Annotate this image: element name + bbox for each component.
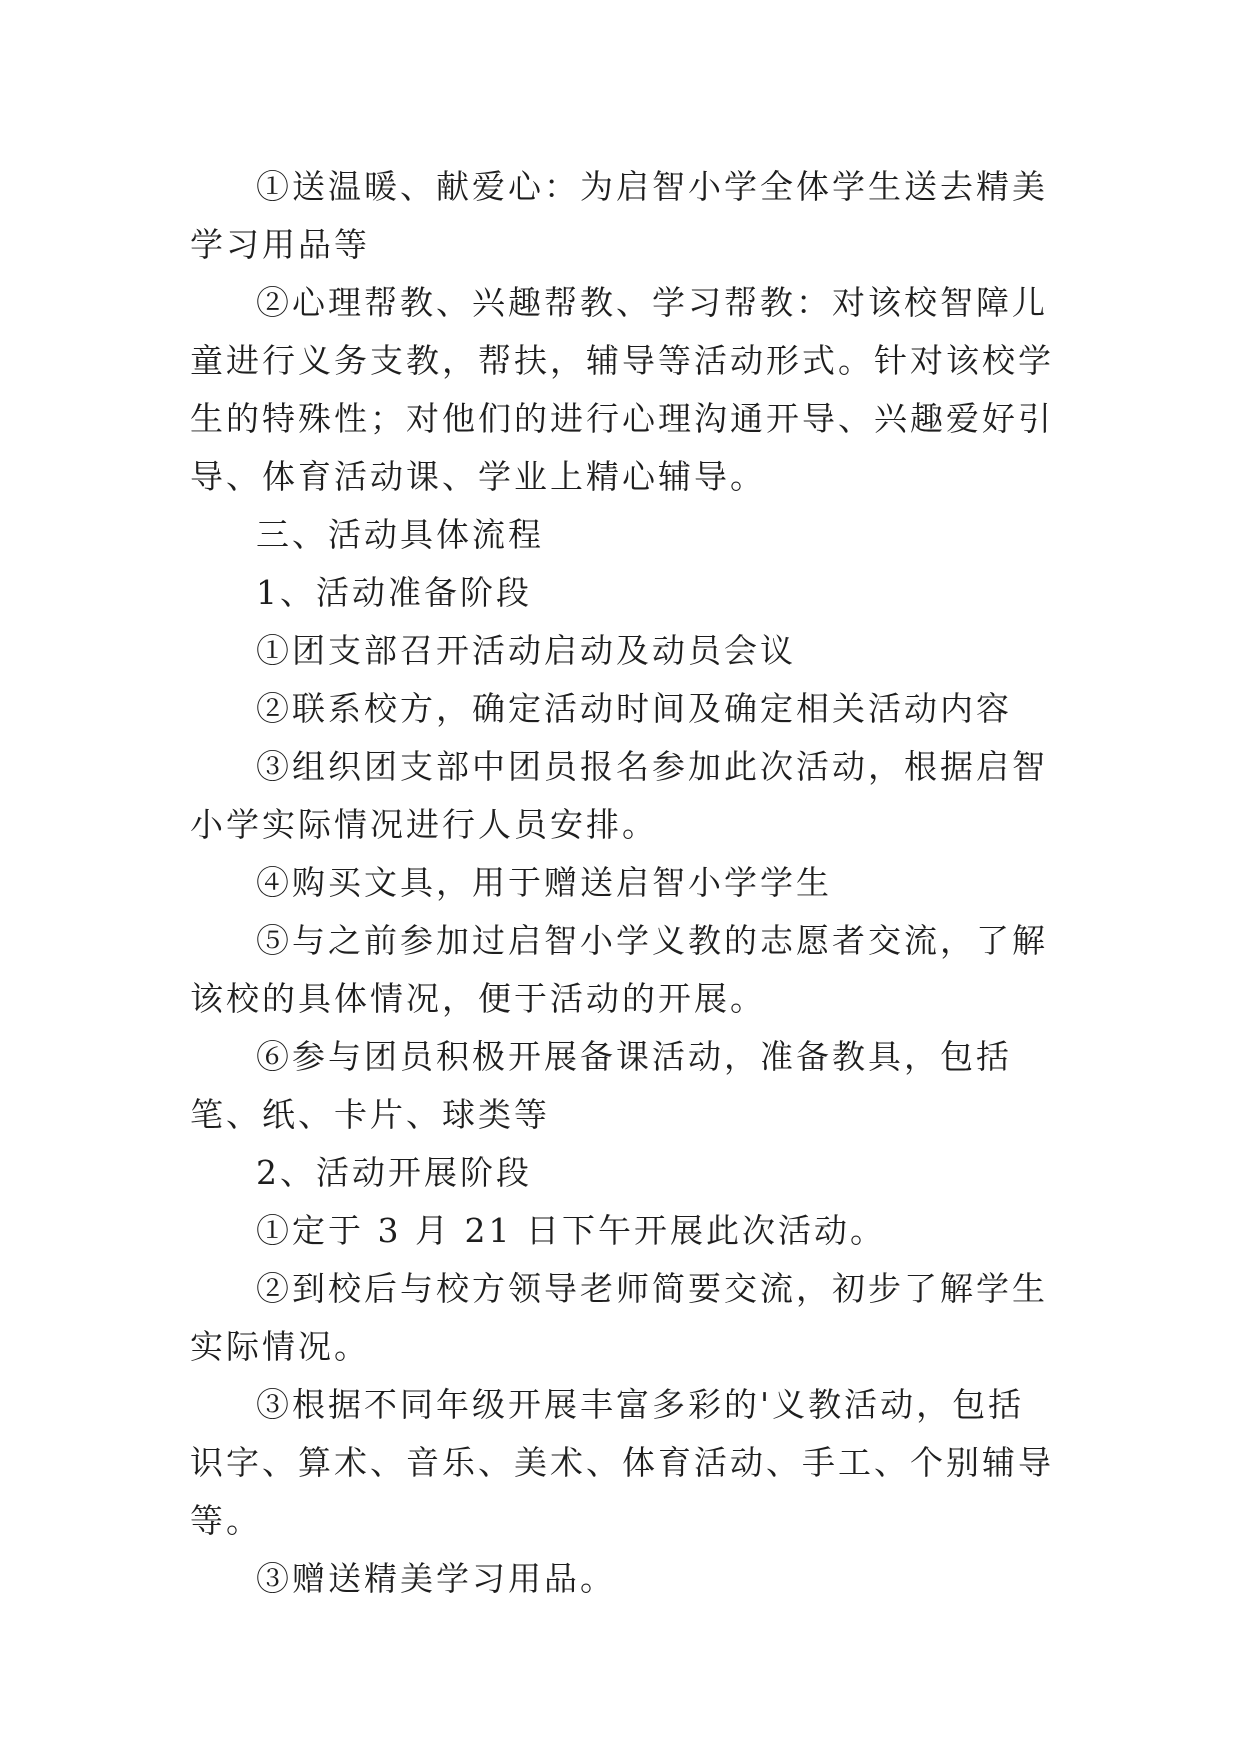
list-item: ③根据不同年级开展丰富多彩的'义教活动，包括识字、算术、音乐、美术、体育活动、手工、个别辅导等。 [190, 1385, 1054, 1540]
document-body [190, 158, 1060, 1608]
list-item: ③赠送精美学习用品。 [256, 1559, 616, 1598]
list-item: ①团支部召开活动启动及动员会议 [256, 631, 796, 670]
list-item: ⑤与之前参加过启智小学义教的志愿者交流，了解该校的具体情况，便于活动的开展。 [190, 921, 1048, 1018]
subsection-heading: 2、活动开展阶段 [256, 1153, 532, 1192]
list-item: ⑥参与团员积极开展备课活动，准备教具，包括笔、纸、卡片、球类等 [190, 1037, 1012, 1134]
list-item: ①定于 3 月 21 日下午开展此次活动。 [256, 1211, 886, 1250]
list-item: ②联系校方，确定活动时间及确定相关活动内容 [256, 689, 1012, 728]
list-item: ④购买文具，用于赠送启智小学学生 [256, 863, 832, 902]
paragraph: ②心理帮教、兴趣帮教、学习帮教：对该校智障儿童进行义务支教，帮扶，辅导等活动形式。针对该校学生的特殊性；对他们的进行心理沟通开导、兴趣爱好引导、体育活动课、学业上精心辅导。 [190, 283, 1054, 496]
section-heading: 三、活动具体流程 [256, 515, 544, 554]
list-item: ②到校后与校方领导老师简要交流，初步了解学生实际情况。 [190, 1269, 1048, 1366]
list-item: ③组织团支部中团员报名参加此次活动，根据启智小学实际情况进行人员安排。 [190, 747, 1048, 844]
paragraph: ①送温暖、献爱心：为启智小学全体学生送去精美学习用品等 [190, 167, 1048, 264]
subsection-heading: 1、活动准备阶段 [256, 573, 532, 612]
